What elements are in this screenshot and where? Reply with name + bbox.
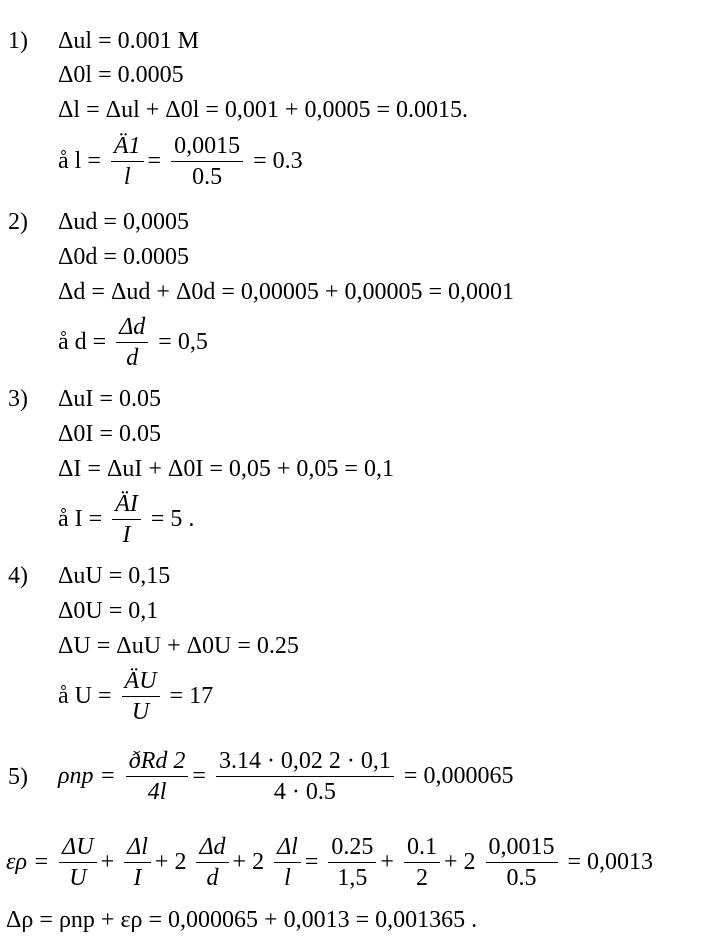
fraction-term-l1 (124, 834, 151, 893)
relative-error-l-lhs: å l = (58, 147, 101, 174)
fraction-values-l (171, 133, 243, 192)
relative-error-d-result: = 0,5 (158, 328, 208, 355)
fraction-numerator: 0.25 (328, 834, 376, 863)
equation-abs-error-reading-d: Δ0d = 0.0005 (58, 244, 189, 270)
equation-relative-error-i (58, 491, 194, 550)
fraction-denominator: d (206, 864, 219, 891)
fraction-resistivity-values (216, 748, 394, 807)
fraction-numerator: 3.14 · 0,02 2 · 0,1 (216, 748, 394, 777)
fraction-denominator: U (131, 698, 150, 725)
fraction-denominator: 0.5 (192, 163, 223, 190)
relative-error-d-lhs: å d = (58, 328, 107, 355)
fraction-numerator: ΔU (59, 834, 96, 863)
equation-resistivity: ρnp = $\frac{\text{ðRd 2}}{4l}$ = $\frac{3.14 \cdot 0,02 2 \cdot 0,1}{4 \cdot 0.5}$ = 0,000065 (58, 748, 514, 805)
resistivity-lhs: ρnp = (58, 762, 116, 789)
fraction-numerator: 0.1 (404, 834, 440, 863)
equation-absolute-error-resistivity: Δρ = ρnp + ερ = 0,000065 + 0,0013 = 0,001365 . (6, 907, 478, 933)
equation-abs-error-reading-i: Δ0I = 0.05 (58, 421, 161, 447)
equation-total-error-i: ΔI = ΔuI + Δ0I = 0,05 + 0,05 = 0,1 (58, 456, 394, 482)
fraction-delta-u-over-u (122, 668, 160, 727)
step-number-5: 5) (8, 764, 28, 790)
fraction-denominator: I (122, 521, 131, 548)
equation-total-error-d: Δd = Δud + Δ0d = 0,00005 + 0,00005 = 0,0001 (58, 279, 514, 305)
fraction-denominator: 0.5 (506, 864, 537, 891)
equation-abs-error-instrument-d: Δud = 0,0005 (58, 209, 189, 235)
fraction-value-l1 (404, 834, 440, 893)
fraction-denominator: I (133, 864, 142, 891)
fraction-denominator: l (123, 163, 131, 190)
fraction-denominator: d (126, 344, 139, 371)
relative-error-u-lhs: å U = (58, 682, 112, 709)
fraction-denominator: 4 · 0.5 (273, 778, 336, 805)
fraction-delta-i-over-i (112, 491, 141, 550)
resistivity-result: = 0,000065 (403, 762, 514, 789)
equation-abs-error-reading-u: Δ0U = 0,1 (58, 598, 159, 624)
fraction-denominator: l (284, 864, 291, 891)
relative-error-i-lhs: å I = (58, 505, 103, 532)
relative-error-l-result: = 0.3 (253, 147, 303, 174)
fraction-numerator: Δd (196, 834, 228, 863)
eps-rho-result: = 0,0013 (567, 848, 654, 875)
fraction-numerator: Δl (124, 834, 151, 863)
step-number-3: 3) (8, 386, 28, 412)
fraction-numerator: ðRd 2 (126, 748, 189, 777)
fraction-term-d (196, 834, 228, 893)
fraction-denominator: 2 (415, 864, 428, 891)
fraction-resistivity-formula (126, 748, 189, 807)
fraction-denominator: 4l (147, 778, 167, 805)
relative-error-u-result: = 17 (169, 682, 214, 709)
fraction-numerator: Δl (274, 834, 301, 863)
eps-rho-lhs: ερ = (6, 848, 50, 875)
fraction-value-u (328, 834, 376, 893)
fraction-denominator: 1,5 (337, 864, 368, 891)
step-number-2: 2) (8, 209, 28, 235)
fraction-numerator: ÄU (122, 668, 160, 697)
equation-abs-error-instrument-i: ΔuI = 0.05 (58, 386, 161, 412)
equation-abs-error-instrument-u: ΔuU = 0,15 (58, 563, 171, 589)
equation-relative-error-resistivity: ερ = $\frac{\Delta U}{U}$ + $\frac{\Delta l}{I}$ + 2 $\frac{\Delta d}{d}$ + 2 $\frac{\Delta l}{l}$ = $\frac{0.25}{1,5}$ + $\frac{0.1}{2}$ + 2 $\frac{0,0015}{0.5}$ = 0,0013 (6, 834, 654, 891)
equation-relative-error-l: å l = $\frac{Ä1}{l}$ = $\frac{0,0015}{0.5}$ = 0.3 (58, 133, 303, 190)
fraction-numerator: ÄI (112, 491, 141, 520)
fraction-numerator: 0,0015 (486, 834, 558, 863)
equation-abs-error-instrument-l: Δul = 0.001 M (58, 28, 199, 54)
fraction-denominator: U (69, 864, 87, 891)
fraction-numerator: Δd (116, 314, 148, 343)
fraction-delta-d-over-d (116, 314, 148, 373)
fraction-term-l2 (274, 834, 301, 893)
equation-relative-error-u (58, 668, 213, 727)
step-number-1: 1) (8, 28, 28, 54)
fraction-value-l2 (486, 834, 558, 893)
equation-relative-error-d (58, 314, 208, 373)
relative-error-i-result: = 5 . (150, 505, 195, 532)
fraction-numerator: 0,0015 (171, 133, 243, 162)
equation-abs-error-reading-l: Δ0l = 0.0005 (58, 62, 184, 88)
fraction-term-u (59, 834, 96, 893)
equation-total-error-l: Δl = Δul + Δ0l = 0,001 + 0,0005 = 0.0015. (58, 97, 468, 123)
step-number-4: 4) (8, 563, 28, 589)
fraction-delta-l-over-l (111, 133, 144, 192)
equation-total-error-u: ΔU = ΔuU + Δ0U = 0.25 (58, 633, 299, 659)
fraction-numerator: Ä1 (111, 133, 144, 162)
